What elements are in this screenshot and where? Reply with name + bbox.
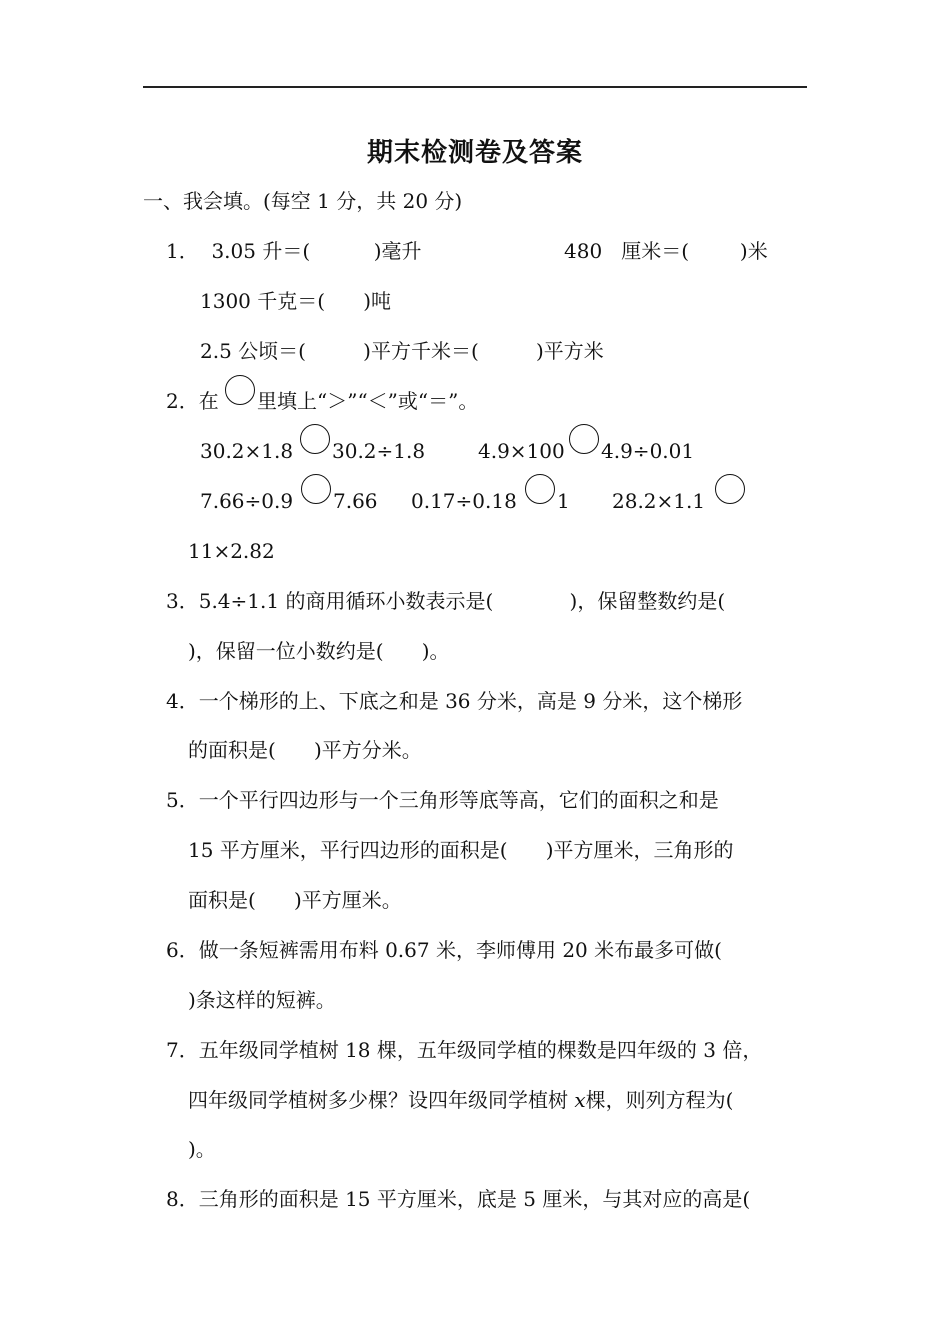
- q4-line-1: 4．一个梯形的上、下底之和是 36 分米，高是 9 分米，这个梯形: [166, 689, 743, 713]
- q2-expr: 7.66: [333, 489, 378, 513]
- q2-expr: 11×2.82: [188, 539, 275, 563]
- q3-line-1: 3．5.4÷1.1 的商用循环小数表示是( )，保留整数约是(: [166, 589, 726, 613]
- q2-expr: 0.17÷0.18: [411, 489, 517, 513]
- q6-line-1: 6．做一条短裤需用布料 0.67 米，李师傅用 20 米布最多可做(: [166, 938, 722, 962]
- q1-line-b: 480 厘米＝( )米: [564, 239, 768, 263]
- q7-line-3: )。: [188, 1137, 216, 1161]
- compare-circle[interactable]: [715, 474, 745, 504]
- q2-expr: 7.66÷0.9: [200, 489, 294, 513]
- compare-circle[interactable]: [301, 474, 331, 504]
- q1-line-c: 1300 千克＝( )吨: [200, 289, 392, 313]
- q6-line-2: )条这样的短裤。: [188, 988, 336, 1012]
- q5-line-2: 15 平方厘米，平行四边形的面积是( )平方厘米，三角形的: [188, 838, 734, 862]
- q7-line-1: 7．五年级同学植树 18 棵，五年级同学植的棵数是四年级的 3 倍，: [166, 1038, 763, 1062]
- page-title: 期末检测卷及答案: [366, 138, 583, 168]
- q4-line-2: 的面积是( )平方分米。: [188, 738, 422, 762]
- q2-expr: 30.2×1.8: [200, 439, 294, 463]
- q8-line-1: 8．三角形的面积是 15 平方厘米，底是 5 厘米，与其对应的高是(: [166, 1187, 751, 1211]
- q2-expr: 4.9÷0.01: [601, 439, 695, 463]
- q2-instruction-suffix: 里填上“＞”“＜”或“＝”。: [257, 389, 479, 413]
- q7-line-2-text: 四年级同学植树多少棵？设四年级同学植树: [188, 1088, 575, 1112]
- q2-instruction-prefix: 2．在: [166, 389, 219, 413]
- q1-line-a: 1． 3.05 升＝( )毫升: [166, 239, 422, 263]
- compare-circle[interactable]: [300, 424, 330, 454]
- q7-line-2-tail: 棵，则列方程为(: [585, 1088, 734, 1112]
- q2-expr: 4.9×100: [478, 439, 565, 463]
- q3-line-2: )，保留一位小数约是( )。: [188, 639, 450, 663]
- compare-circle[interactable]: [225, 375, 255, 405]
- header-rule: [143, 86, 807, 88]
- q2-expr: 30.2÷1.8: [332, 439, 426, 463]
- q5-line-1: 5．一个平行四边形与一个三角形等底等高，它们的面积之和是: [166, 788, 719, 812]
- q7-line-2: [188, 1085, 733, 1115]
- q7-variable: x: [574, 1088, 586, 1112]
- compare-circle[interactable]: [525, 474, 555, 504]
- section-heading: 一、我会填。(每空 1 分，共 20 分): [143, 189, 463, 213]
- q5-line-3: 面积是( )平方厘米。: [188, 888, 402, 912]
- compare-circle[interactable]: [569, 424, 599, 454]
- q2-expr: 1: [557, 489, 570, 513]
- q1-line-d: 2.5 公顷＝( )平方千米＝( )平方米: [200, 339, 604, 363]
- q2-expr: 28.2×1.1: [612, 489, 706, 513]
